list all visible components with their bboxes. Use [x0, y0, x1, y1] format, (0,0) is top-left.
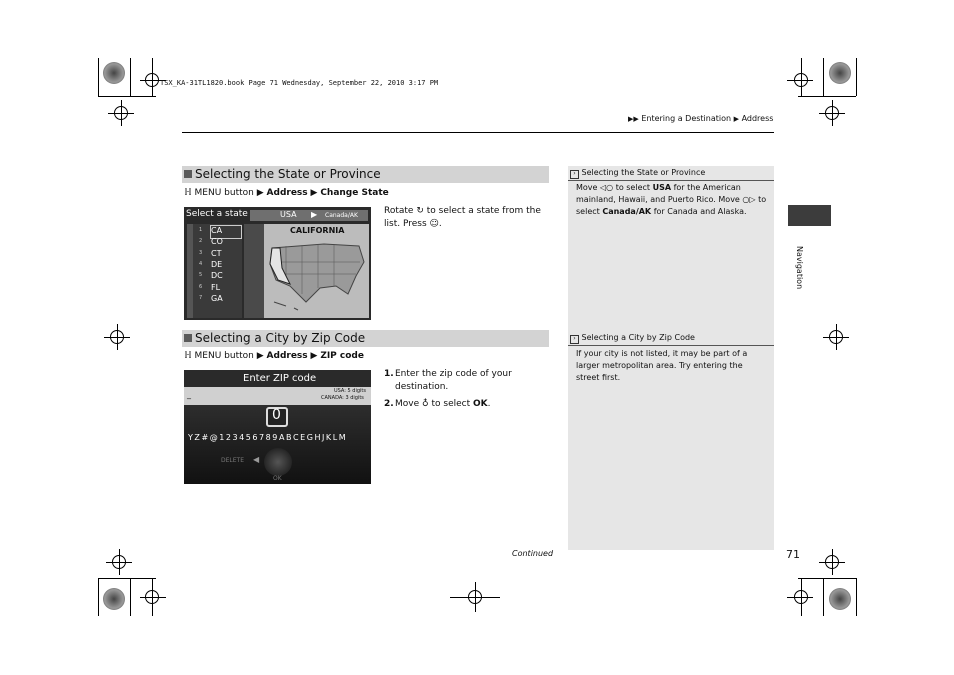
state-index: 4 [199, 260, 203, 267]
registration-circle-bottom-left [103, 588, 125, 610]
state-index: 7 [199, 294, 203, 301]
target-mark [114, 106, 128, 120]
crop-line [823, 578, 824, 616]
zip-code-screenshot [184, 370, 371, 484]
state-code: DC [211, 271, 223, 281]
breadcrumb-separator: ▶ [733, 115, 740, 123]
arrow-right-icon: ▶ [311, 210, 318, 219]
zip-hint: USA: 5 digits [334, 388, 366, 394]
registration-circle-top-left [103, 62, 125, 84]
delete-label: DELETE [221, 457, 245, 464]
state-code: DE [211, 259, 223, 269]
map-state-label: CALIFORNIA [290, 226, 345, 235]
target-mark [468, 590, 482, 604]
move-down-icon: ♁ [422, 399, 429, 409]
crop-line [130, 58, 131, 96]
page-number: 71 [786, 548, 800, 561]
arrow-left-icon: ◀ [253, 455, 260, 464]
alaska-hawaii [274, 302, 298, 310]
path-arrow-icon: ▶ [310, 351, 318, 361]
menu-path: ℍ MENU button ▶ Address ▶ Change State [184, 188, 389, 198]
step-list [384, 368, 549, 411]
state-code: GA [211, 293, 223, 303]
target-mark [110, 330, 124, 344]
dial-knob [264, 448, 292, 476]
target-mark [145, 73, 159, 87]
state-select-screenshot [184, 207, 371, 320]
registration-circle-top-right [829, 62, 851, 84]
instruction-text: Rotate ↻ to select a state from the list. Press ☺. [384, 206, 541, 229]
country-label: USA [280, 210, 297, 219]
state-code: FL [211, 282, 221, 292]
char-dial: Y Z # @ 1 2 3 4 5 6 7 8 9 A B C E G H J K L M [188, 433, 346, 442]
state-index: 3 [199, 249, 203, 256]
rotate-icon: ↻ [416, 206, 424, 216]
move-left-icon: ◁○ [600, 183, 614, 192]
section-heading: Selecting a City by Zip Code [182, 330, 549, 347]
crop-line [130, 578, 131, 616]
target-mark [825, 555, 839, 569]
state-index: 6 [199, 283, 203, 290]
note-icon: › [570, 170, 579, 179]
sidebar-note-text: Move ◁○ to select USA for the American mainland, Hawaii, and Puerto Rico. Move ○▷ to select Canada/AK for Canada and Alaska. [576, 183, 767, 216]
menu-icon: ℍ [184, 351, 192, 361]
path-arrow-icon: ▶ [256, 188, 264, 198]
registration-circle-bottom-right [829, 588, 851, 610]
sidebar-note-heading: › Selecting a City by Zip Code [568, 331, 774, 346]
target-mark [825, 106, 839, 120]
crop-line [98, 578, 99, 616]
target-mark [145, 590, 159, 604]
screen-title: Select a state [186, 209, 248, 219]
crop-line [856, 58, 857, 96]
crop-line [98, 58, 99, 96]
step-item: 2. Move ♁ to select OK. [384, 399, 491, 409]
print-info: TSX_KA-31TL1820.book Page 71 Wednesday, September 22, 2010 3:17 PM [160, 79, 439, 87]
breadcrumb-item: Entering a Destination [641, 114, 732, 123]
sidebar-note-text: If your city is not listed, it may be part of a larger metropolitan area. Try entering the street first. [576, 349, 748, 382]
move-right-icon: ○▷ [742, 195, 756, 204]
crop-line [98, 578, 156, 579]
crop-line [98, 96, 156, 97]
step-item: 1. Enter the zip code of your destination. [384, 369, 512, 392]
sidebar-note-heading: › Selecting the State or Province [568, 166, 774, 181]
zip-hint: CANADA: 3 digits [321, 395, 364, 401]
continued-note: Continued [512, 549, 554, 558]
state-code: CT [211, 248, 222, 258]
state-code: CO [211, 237, 223, 247]
state-index: 1 [199, 227, 203, 233]
press-icon: ☺ [429, 219, 439, 229]
target-mark [829, 330, 843, 344]
side-tab-label: Navigation [795, 246, 804, 290]
breadcrumb-item: Address [741, 114, 774, 123]
crop-line [798, 578, 856, 579]
alt-country-label: Canada/AK [325, 212, 358, 219]
bullet-square [184, 170, 192, 178]
note-icon: › [570, 335, 579, 344]
side-tab [788, 205, 831, 226]
crop-line [856, 578, 857, 616]
header-rule [182, 132, 774, 133]
zip-cursor: _ [187, 390, 191, 399]
path-arrow-icon: ▶ [310, 188, 318, 198]
bullet-square [184, 334, 192, 342]
target-mark [794, 590, 808, 604]
state-index: 2 [199, 238, 203, 245]
crop-line [823, 58, 824, 96]
selected-char: 0 [272, 407, 281, 423]
menu-icon: ℍ [184, 188, 192, 198]
crop-line [798, 96, 856, 97]
state-code: CA [211, 226, 223, 235]
section-heading: Selecting the State or Province [182, 166, 549, 183]
map-tab [244, 224, 264, 318]
path-arrow-icon: ▶ [256, 351, 264, 361]
breadcrumb-arrows: ▶▶ [628, 115, 639, 123]
screen-title: Enter ZIP code [243, 373, 317, 384]
usa-map [264, 224, 369, 318]
target-mark [112, 555, 126, 569]
breadcrumb [628, 114, 773, 123]
state-index: 5 [199, 272, 203, 279]
ok-label: OK [273, 475, 282, 482]
menu-path: ℍ MENU button ▶ Address ▶ ZIP code [184, 351, 364, 361]
target-mark [794, 73, 808, 87]
